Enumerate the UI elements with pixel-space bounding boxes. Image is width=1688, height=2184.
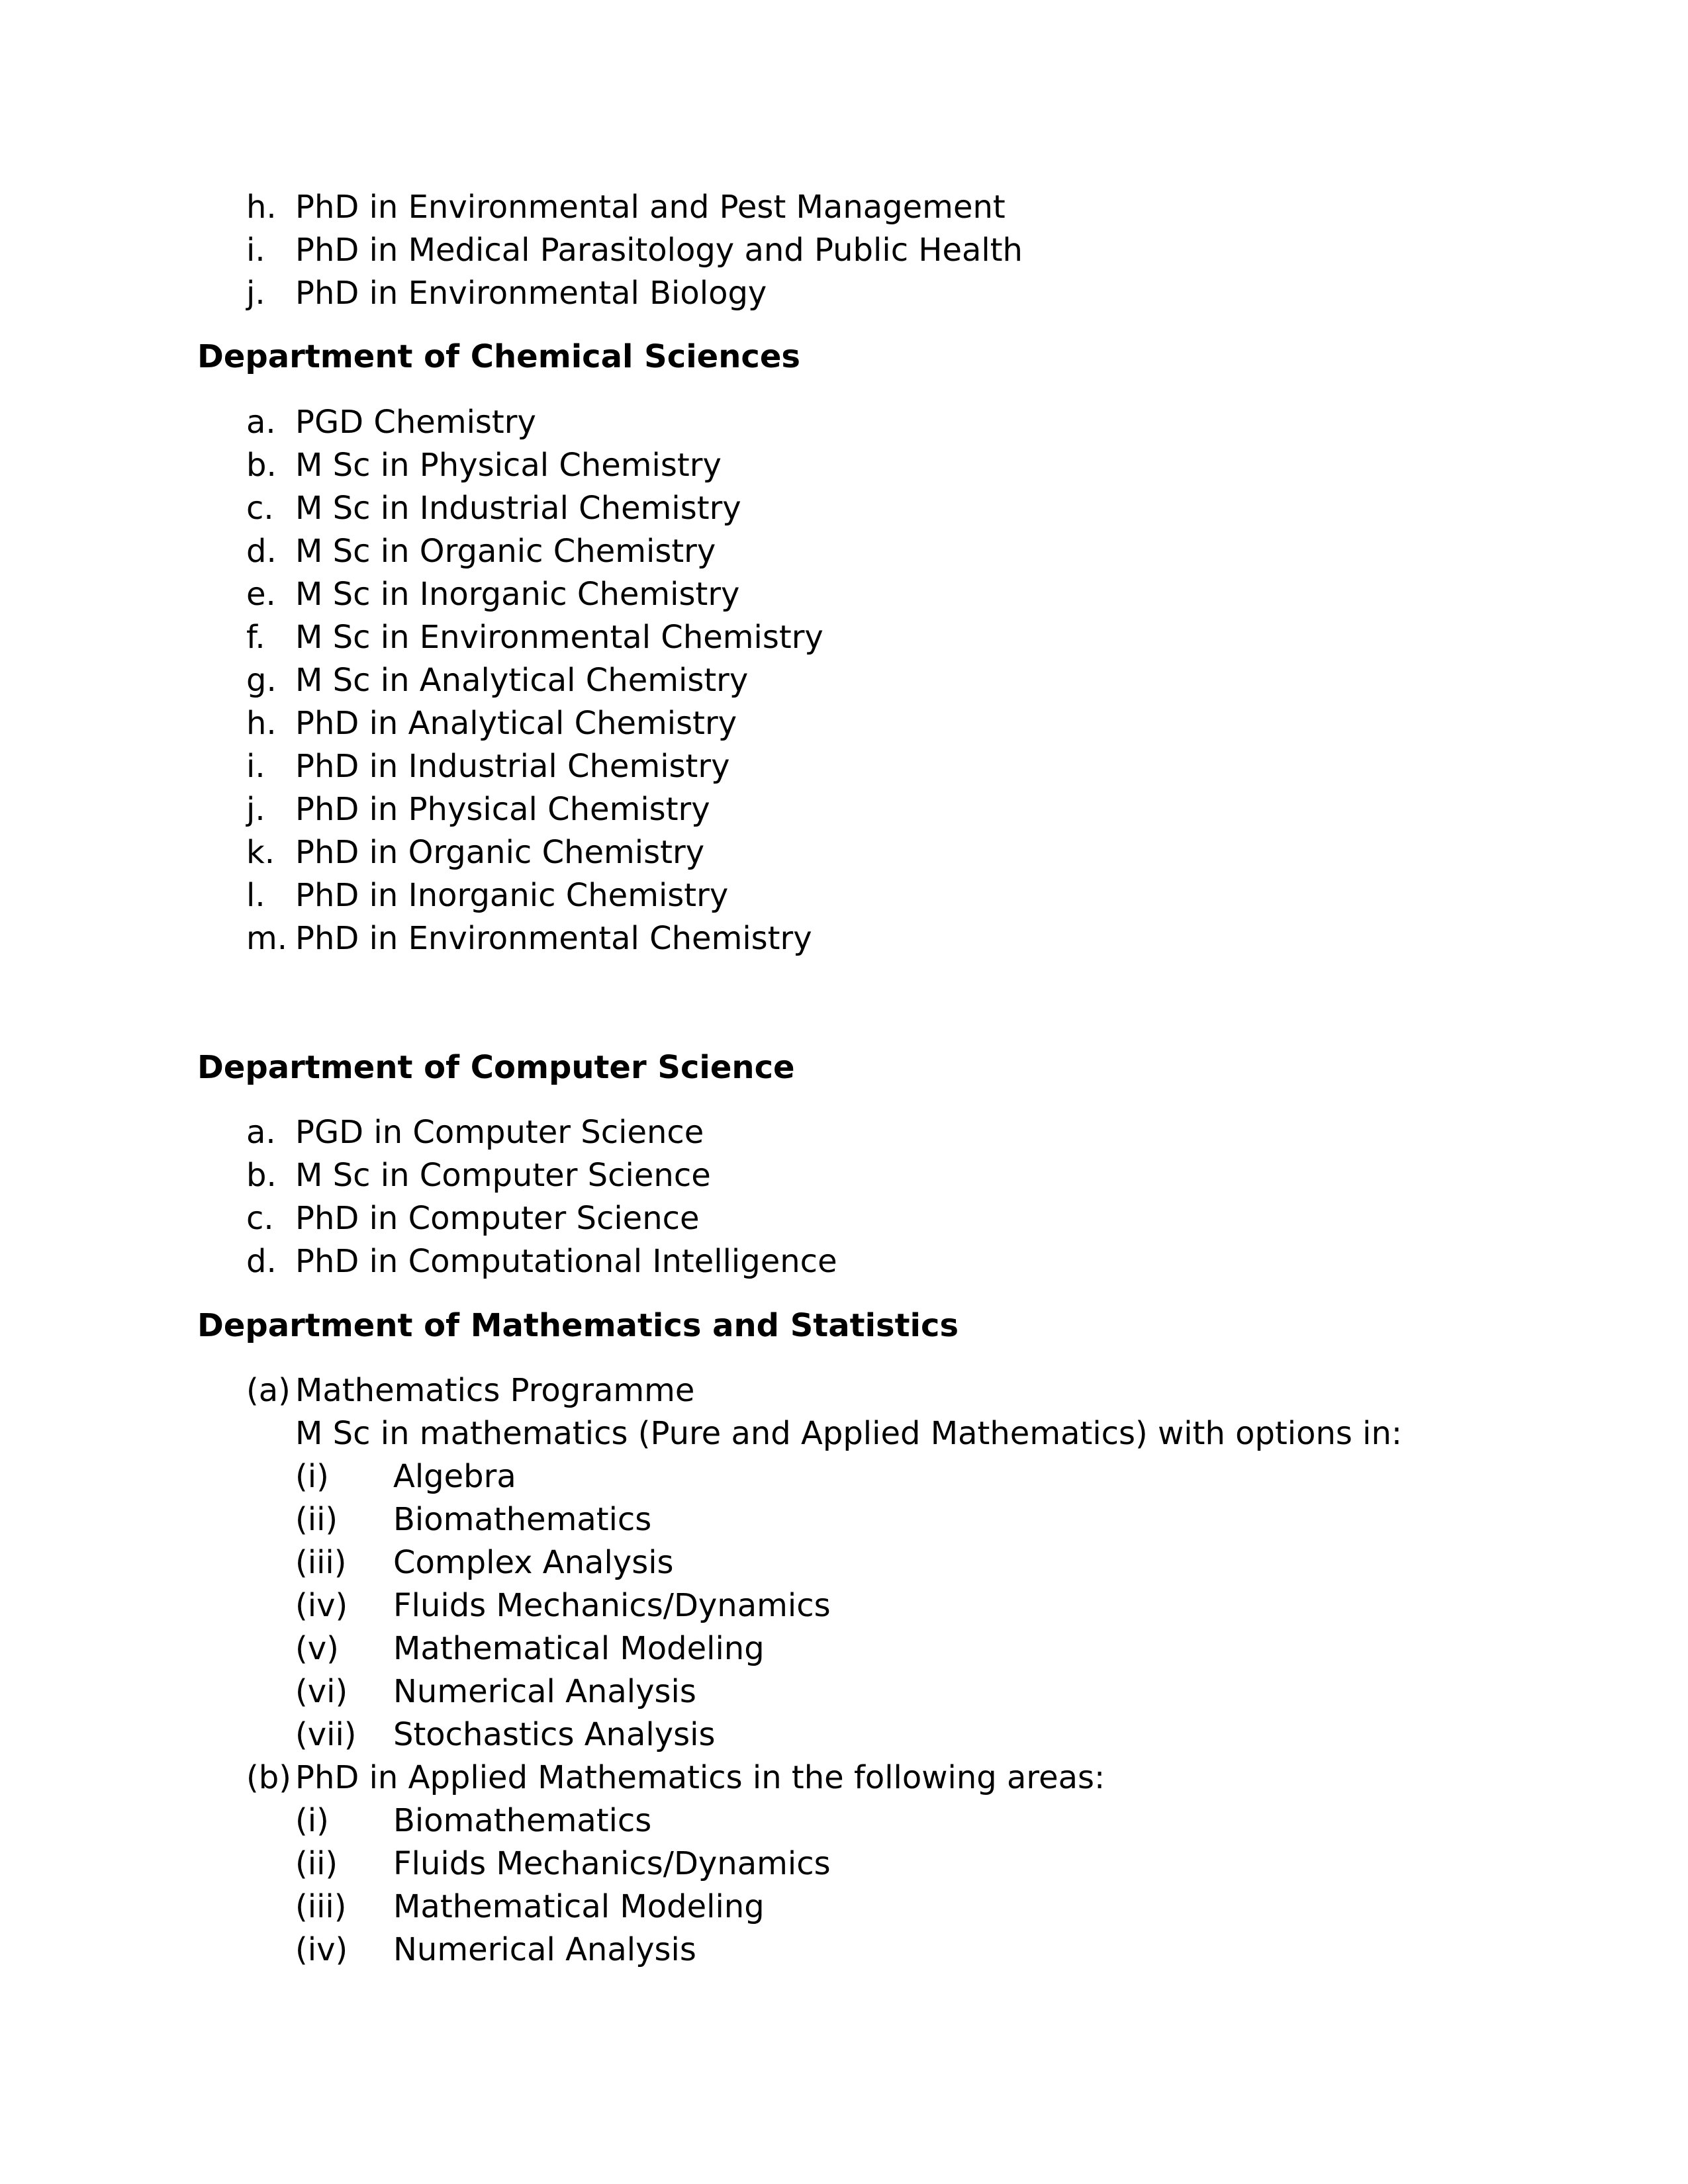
- list-item-label: a.: [246, 1114, 276, 1151]
- list-item-text: PhD in Environmental Chemistry: [295, 920, 812, 957]
- list-item-label: m.: [246, 920, 288, 957]
- programme-a-intro-text: M Sc in mathematics (Pure and Applied Mathematics) with options in:: [295, 1415, 1403, 1452]
- option-label: (iv): [295, 1587, 348, 1624]
- option-text: Biomathematics: [393, 1802, 652, 1839]
- list-item-label: h.: [246, 189, 277, 226]
- list-item-label: c.: [246, 490, 274, 527]
- list-item-label: j.: [246, 275, 265, 312]
- list-item-text: PGD in Computer Science: [295, 1114, 704, 1151]
- option-text: Mathematical Modeling: [393, 1888, 765, 1925]
- option-label: (i): [295, 1458, 329, 1495]
- list-item-label: l.: [246, 877, 265, 914]
- list-item-label: j.: [246, 791, 265, 828]
- programme-b-label: (b): [246, 1759, 291, 1796]
- option-text: Fluids Mechanics/Dynamics: [393, 1587, 831, 1624]
- list-item-text: PGD Chemistry: [295, 404, 536, 441]
- programme-a-label: (a): [246, 1372, 291, 1409]
- option-label: (i): [295, 1802, 329, 1839]
- list-item-label: e.: [246, 576, 276, 613]
- list-item-label: d.: [246, 1243, 277, 1280]
- list-item-text: M Sc in Computer Science: [295, 1157, 711, 1194]
- list-item-text: M Sc in Physical Chemistry: [295, 447, 722, 484]
- option-label: (ii): [295, 1845, 338, 1882]
- list-item-text: PhD in Computer Science: [295, 1200, 700, 1237]
- list-item-label: a.: [246, 404, 276, 441]
- list-item-label: i.: [246, 748, 265, 785]
- list-item-text: M Sc in Industrial Chemistry: [295, 490, 741, 527]
- option-text: Numerical Analysis: [393, 1673, 696, 1710]
- list-item-text: PhD in Medical Parasitology and Public Health: [295, 232, 1023, 269]
- list-item-label: d.: [246, 533, 277, 570]
- list-item-text: PhD in Physical Chemistry: [295, 791, 710, 828]
- option-text: Biomathematics: [393, 1501, 652, 1538]
- section-heading-computer: Department of Computer Science: [197, 1049, 795, 1086]
- option-label: (v): [295, 1630, 339, 1667]
- option-label: (iii): [295, 1544, 347, 1581]
- section-heading-chemical: Department of Chemical Sciences: [197, 338, 800, 375]
- list-item-text: PhD in Environmental and Pest Management: [295, 189, 1006, 226]
- list-item-text: M Sc in Analytical Chemistry: [295, 662, 749, 699]
- list-item-text: M Sc in Inorganic Chemistry: [295, 576, 740, 613]
- list-item-text: PhD in Inorganic Chemistry: [295, 877, 729, 914]
- list-item-text: PhD in Computational Intelligence: [295, 1243, 837, 1280]
- list-item-text: M Sc in Organic Chemistry: [295, 533, 716, 570]
- list-item-label: g.: [246, 662, 277, 699]
- option-text: Complex Analysis: [393, 1544, 674, 1581]
- option-text: Mathematical Modeling: [393, 1630, 765, 1667]
- list-item-text: PhD in Industrial Chemistry: [295, 748, 730, 785]
- programme-a-text: Mathematics Programme: [295, 1372, 695, 1409]
- option-text: Stochastics Analysis: [393, 1716, 716, 1753]
- option-label: (iii): [295, 1888, 347, 1925]
- list-item-text: PhD in Analytical Chemistry: [295, 705, 737, 742]
- option-label: (vi): [295, 1673, 348, 1710]
- section-heading-math: Department of Mathematics and Statistics: [197, 1307, 959, 1344]
- option-text: Fluids Mechanics/Dynamics: [393, 1845, 831, 1882]
- list-item-text: M Sc in Environmental Chemistry: [295, 619, 823, 656]
- option-label: (vii): [295, 1716, 357, 1753]
- list-item-label: k.: [246, 834, 275, 871]
- programme-b-text: PhD in Applied Mathematics in the following areas:: [295, 1759, 1105, 1796]
- option-label: (iv): [295, 1931, 348, 1968]
- list-item-text: PhD in Environmental Biology: [295, 275, 767, 312]
- list-item-label: c.: [246, 1200, 274, 1237]
- list-item-label: i.: [246, 232, 265, 269]
- option-text: Numerical Analysis: [393, 1931, 696, 1968]
- list-item-label: b.: [246, 1157, 277, 1194]
- list-item-label: f.: [246, 619, 265, 656]
- option-label: (ii): [295, 1501, 338, 1538]
- list-item-text: PhD in Organic Chemistry: [295, 834, 705, 871]
- list-item-label: h.: [246, 705, 277, 742]
- option-text: Algebra: [393, 1458, 516, 1495]
- list-item-label: b.: [246, 447, 277, 484]
